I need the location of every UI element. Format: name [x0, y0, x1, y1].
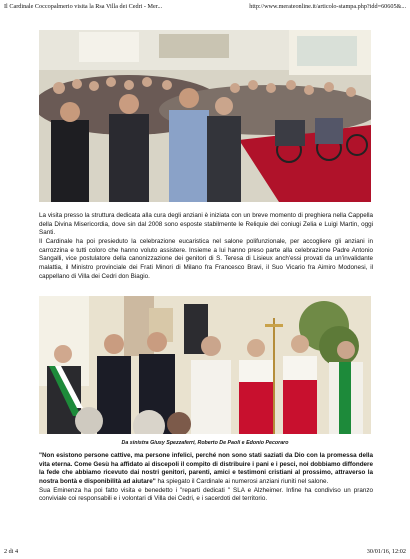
article-paragraph — [39, 452, 373, 486]
article-text-lower — [39, 452, 373, 505]
quote-attribution: ha spiegato il Cardinale ai numerosi anziani riuniti nel salone. — [155, 477, 329, 485]
photo-caption: Da sinistra Giusy Spezzaferri, Roberto De Paoli e Edonio Pecoraro — [121, 440, 289, 446]
print-header — [4, 3, 406, 13]
clergy-photo — [39, 296, 371, 434]
article-paragraph: Sua Eminenza ha poi fatto visita e benedetto i "reparti dedicati " SLA e Alzheimer. Infine ha condiviso un pranzo conviviale coi responsabili e i volontari di Villa dei Cedri, e i sacerdoti del territorio. — [39, 486, 373, 503]
print-footer — [4, 545, 406, 555]
cardinal-quote: "Non esistono persone cattive, ma persone infelici, perché non sono stati saziati da Dio con la promessa della vita eterna. Come Gesù ha affidato ai discepoli il compito di distribuire i pani e i pesci, noi dobbiamo diffondere la fede che abbiamo ricevuto dai nostri genitori, parenti, amici e testimoni cristiani al prossimo, attraverso la nostra bontà e disponibilità ad aiutare" — [39, 452, 373, 485]
article-paragraph: Il Cardinale ha poi presieduto la celebrazione eucaristica nel salone polifunzionale, per accogliere gli anziani in carrozzina e tutti coloro che hanno voluto assistere. Insieme a lui hanno preso parte alla celebrazione Padre Antonio Sangalli, vice postulatore della canonizzazione dei genitori di S. Teresa di Lisieux anch'essi provati da un'invalidante malattia, il Ministro provinciale dei Frati Minori di Milano fra Francesco Bravi, il Suo Vicario fra Aimiro Modonesi, il cappellano di Villa dei Cedri don Biagio. — [39, 238, 373, 280]
article-paragraph: La visita presso la struttura dedicata alla cura degli anziani è iniziata con un breve momento di preghiera nella Cappella della Divina Misericordia, dove sin dal 2008 sono esposte stabilmente le Reliquie dei coniugi Zelia e Luigi Martin, oggi Santi. — [39, 212, 373, 237]
audience-photo — [39, 30, 371, 202]
page-url[interactable]: http://www.merateonline.it/articolo-stampa.php?idd=60605&... — [249, 3, 406, 10]
print-datetime: 30/01/16, 12:02 — [366, 548, 406, 555]
article-text-upper — [39, 212, 373, 282]
page-number: 2 di 4 — [4, 548, 19, 555]
page-title: Il Cardinale Coccopalmerio visita la Rsa Villa dei Cedri - Mer... — [4, 3, 163, 10]
